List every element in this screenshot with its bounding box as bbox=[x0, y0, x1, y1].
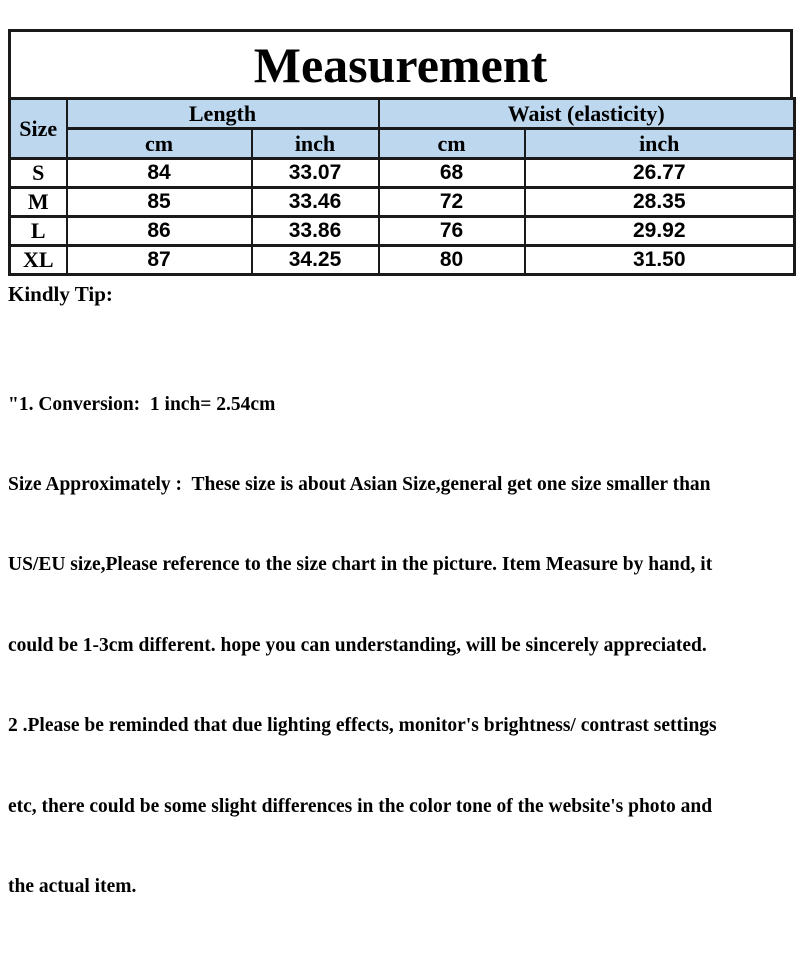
waist-inch-value: 31.50 bbox=[525, 246, 795, 275]
waist-cm-header: cm bbox=[379, 129, 525, 159]
length-inch-header: inch bbox=[252, 129, 379, 159]
tip-paragraph bbox=[8, 338, 800, 954]
title-box bbox=[8, 29, 793, 97]
waist-cm-value: 68 bbox=[379, 159, 525, 188]
tip-line: US/EU size,Please reference to the size chart in the picture. Item Measure by hand, it bbox=[8, 554, 713, 576]
waist-inch-value: 26.77 bbox=[525, 159, 795, 188]
length-cm-header: cm bbox=[67, 129, 252, 159]
table-row-xl bbox=[10, 246, 795, 275]
waist-inch-value: 28.35 bbox=[525, 188, 795, 217]
waist-inch-header: inch bbox=[525, 129, 795, 159]
waist-cm-value: 76 bbox=[379, 217, 525, 246]
size-label: S bbox=[10, 159, 67, 188]
size-column-header: Size bbox=[10, 99, 67, 159]
tip-line: Size Approximately : These size is about Asian Size,general get one size smaller than bbox=[8, 473, 711, 495]
table-row-s bbox=[10, 159, 795, 188]
length-inch-value: 33.86 bbox=[252, 217, 379, 246]
length-inch-value: 33.46 bbox=[252, 188, 379, 217]
waist-cm-value: 80 bbox=[379, 246, 525, 275]
tip-line: could be 1-3cm different. hope you can understanding, will be sincerely appreciated. bbox=[8, 634, 707, 656]
tip-line: etc, there could be some slight differences in the color tone of the website's photo and bbox=[8, 795, 713, 817]
length-group-header: Length bbox=[67, 99, 379, 129]
tip-line: "1. Conversion: 1 inch= 2.54cm bbox=[8, 393, 276, 415]
length-cm-value: 86 bbox=[67, 217, 252, 246]
table-header-row-groups bbox=[10, 99, 795, 129]
kindly-tip-heading: Kindly Tip: bbox=[8, 282, 113, 306]
page-title: Measurement bbox=[253, 36, 548, 93]
length-inch-value: 34.25 bbox=[252, 246, 379, 275]
table-row-m bbox=[10, 188, 795, 217]
tip-line: 2 .Please be reminded that due lighting effects, monitor's brightness/ contrast settings bbox=[8, 715, 717, 737]
notes-section bbox=[8, 282, 800, 954]
size-label: L bbox=[10, 217, 67, 246]
size-label: M bbox=[10, 188, 67, 217]
length-cm-value: 84 bbox=[67, 159, 252, 188]
length-cm-value: 87 bbox=[67, 246, 252, 275]
size-chart-table bbox=[8, 97, 796, 276]
waist-group-header: Waist (elasticity) bbox=[379, 99, 795, 129]
tip-line: the actual item. bbox=[8, 875, 137, 897]
measurement-sheet bbox=[8, 29, 793, 954]
length-cm-value: 85 bbox=[67, 188, 252, 217]
waist-inch-value: 29.92 bbox=[525, 217, 795, 246]
size-label: XL bbox=[10, 246, 67, 275]
waist-cm-value: 72 bbox=[379, 188, 525, 217]
table-header-row-units bbox=[10, 129, 795, 159]
table-row-l bbox=[10, 217, 795, 246]
length-inch-value: 33.07 bbox=[252, 159, 379, 188]
